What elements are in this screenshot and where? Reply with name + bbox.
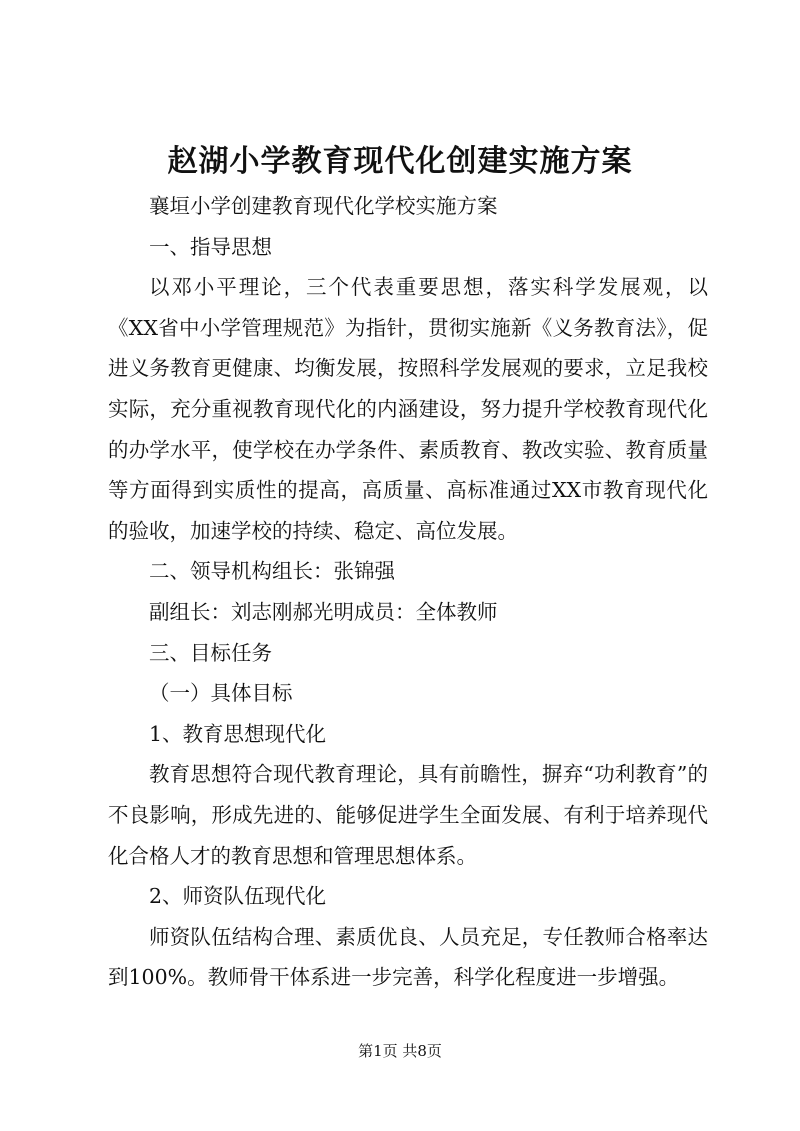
document-title: 赵湖小学教育现代化创建实施方案 — [167, 144, 633, 179]
section-heading-leadership: 二、领导机构组长：张锦强 — [149, 559, 395, 584]
subsection-heading-specific-goals: （一）具体目标 — [149, 681, 293, 706]
guiding-ideology-paragraph: 以邓小平理论，三个代表重要思想，落实科学发展观，以《XX省中小学管理规范》为指针，贯彻实施新《义务教育法》，促进义务教育更健康、均衡发展，按照科学发展观的要求，立足我校实际，充分重视教育现代化的内涵建设，努力提升学校教育现代化的办学水平，使学校在办学条件、素质教育、教改实验、教育质量等方面得到实质性的提高，高质量、高标准通过XX市教育现代化的验收，加速学校的持续、稳定、高位发展。 — [108, 275, 708, 543]
section-heading-guiding-ideology: 一、指导思想 — [149, 234, 272, 259]
document-body — [108, 186, 708, 998]
section-heading-goals: 三、目标任务 — [149, 640, 272, 665]
item-heading-teaching-staff: 2、师资队伍现代化 — [149, 884, 327, 909]
page-number-footer: 第1页 共8页 — [358, 1042, 442, 1060]
leadership-members-paragraph: 副组长：刘志刚郝光明成员：全体教师 — [149, 599, 498, 624]
teaching-staff-paragraph: 师资队伍结构合理、素质优良、人员充足，专任教师合格率达到100%。教师骨干体系进一步完善，科学化程度进一步增强。 — [108, 924, 708, 990]
item-heading-education-thought: 1、教育思想现代化 — [149, 721, 327, 746]
education-thought-paragraph: 教育思想符合现代教育理论，具有前瞻性，摒弃“功利教育”的不良影响，形成先进的、能够促进学生全面发展、有利于培养现代化合格人才的教育思想和管理思想体系。 — [108, 762, 708, 868]
subtitle-paragraph: 襄垣小学创建教育现代化学校实施方案 — [149, 194, 498, 218]
